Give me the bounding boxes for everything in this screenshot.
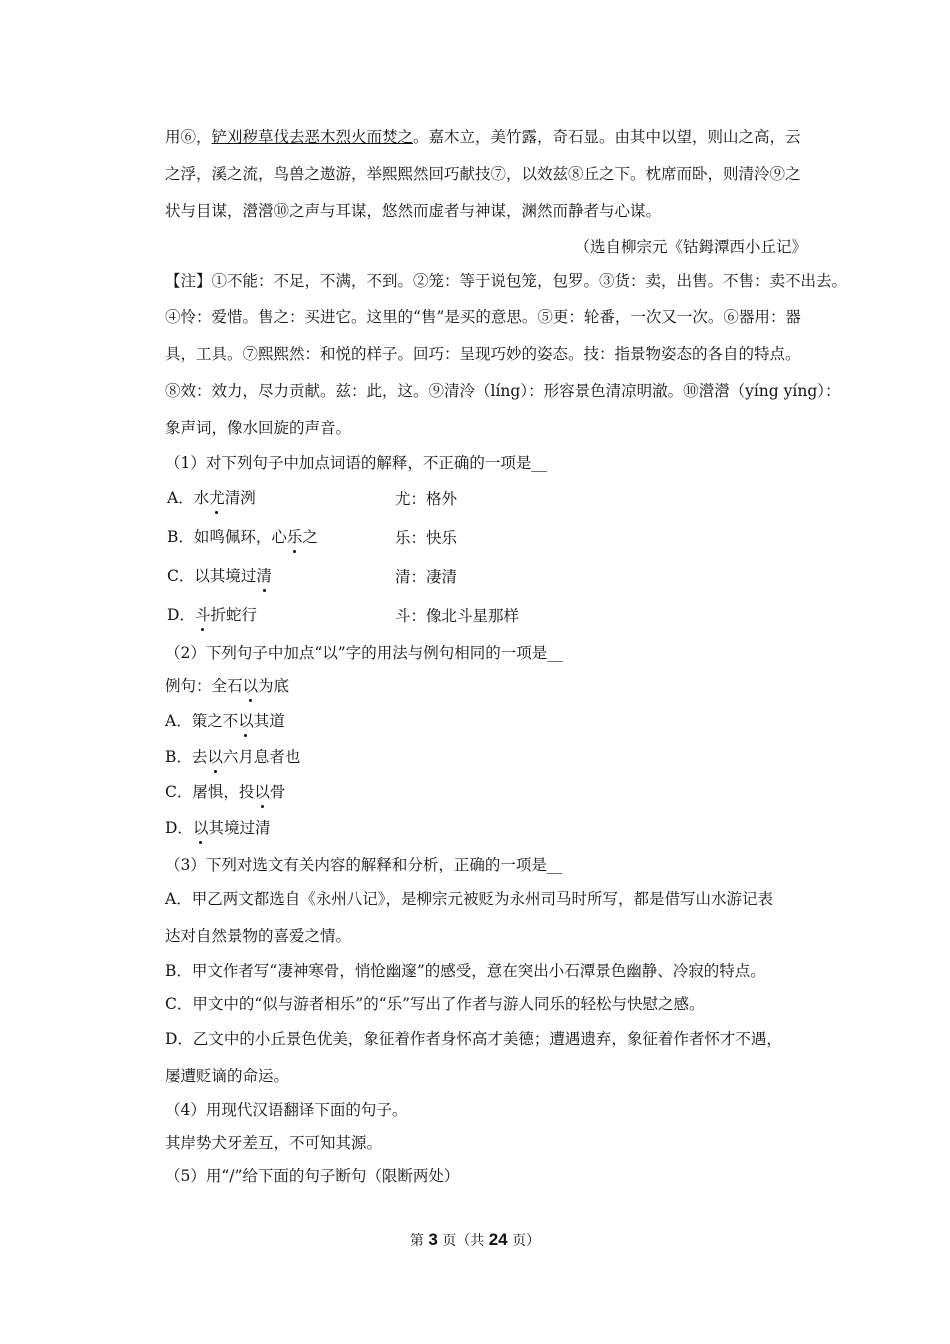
underlined-sentence: 铲刈秽草伐去恶木烈火而焚之 xyxy=(211,128,414,146)
q1-option-c: C．以其境过清 xyxy=(167,567,272,585)
q1-option-a: A．水尤清洌 xyxy=(167,489,256,507)
dotted-word: 以 xyxy=(238,712,254,730)
dotted-word: 斗 xyxy=(194,606,211,624)
q3-option-b: B．甲文作者写“凄神寒骨，悄怆幽邃”的感受，意在突出小石潭景色幽静、冷寂的特点。 xyxy=(165,962,766,980)
question-4-stem: （4）用现代汉语翻译下面的句子。 xyxy=(165,1101,408,1119)
dotted-word: 尤 xyxy=(209,489,225,507)
note-line-4: ⑧效：效力，尽力贡献。兹：此，这。⑨清泠（líng）：形容景色清凉明澈。⑩瀯瀯（yíng yíng）： xyxy=(165,382,841,400)
q1-option-b: B．如鸣佩环，心乐之 xyxy=(167,528,318,546)
q1-option-d: D．斗折蛇行 xyxy=(167,606,257,624)
note-line-1: 【注】①不能：不足，不满，不到。②笼：等于说包笼，包罗。③货：卖，出售。不售：卖不出去。 xyxy=(165,272,848,290)
passage-line-3: 状与目谋，瀯瀯⑩之声与耳谋，悠然而虚者与神谋，渊然而静者与心谋。 xyxy=(165,202,662,220)
q4-sentence: 其岸势犬牙差互，不可知其源。 xyxy=(165,1134,383,1152)
q3-option-d-line-1: D．乙文中的小丘景色优美，象征着作者身怀高才美德；遭遇遗弃，象征着作者怀才不遇， xyxy=(165,1030,782,1048)
dotted-word: 以 xyxy=(192,819,209,837)
q1-meaning-d: 斗：像北斗星那样 xyxy=(395,607,520,625)
question-2-stem: （2）下列句子中加点“以”字的用法与例句相同的一项是__ xyxy=(165,644,563,662)
q1-meaning-a: 尤：格外 xyxy=(395,490,458,508)
q3-option-a-line-2: 达对自然景物的喜爱之情。 xyxy=(165,927,352,945)
q2-option-b: B．去以六月息者也 xyxy=(165,748,301,766)
passage-line-1 xyxy=(165,127,801,147)
passage-text: 。嘉木立，美竹露，奇石显。由其中以望，则山之高，云 xyxy=(413,128,801,146)
passage-text: 用⑥， xyxy=(165,128,212,146)
question-1-stem: （1）对下列句子中加点词语的解释，不正确的一项是__ xyxy=(165,454,547,472)
q2-example: 例句：全石以为底 xyxy=(165,677,290,695)
q3-option-a-line-1: A．甲乙两文都选自《永州八记》，是柳宗元被贬为永州司马时所写，都是借写山水游记表 xyxy=(165,890,773,908)
q2-option-c: C．屠惧，投以骨 xyxy=(165,783,286,801)
note-line-2: ④怜：爱惜。售之：买进它。这里的“售”是买的意思。⑤更：轮番，一次又一次。⑥器用：器 xyxy=(165,308,801,326)
note-line-3: 具，工具。⑦熙熙然：和悦的样子。回巧：呈现巧妙的姿态。技：指景物姿态的各自的特点。 xyxy=(165,345,801,363)
page-total: 24 xyxy=(488,1230,508,1249)
dotted-word: 以 xyxy=(254,783,270,801)
page-footer: 第 3 页（共 24 页） xyxy=(409,1230,541,1249)
passage-source: （选自柳宗元《钴鉧潭西小丘记》 xyxy=(574,238,807,256)
dotted-word: 以 xyxy=(242,677,259,695)
q3-option-d-line-2: 屡遭贬谪的命运。 xyxy=(165,1067,290,1085)
dotted-word: 以 xyxy=(207,748,223,766)
q2-option-d: D．以其境过清 xyxy=(165,819,271,837)
dotted-word: 清 xyxy=(256,567,272,585)
q2-option-a: A．策之不以其道 xyxy=(165,712,285,730)
q3-option-c: C．甲文中的“似与游者相乐”的“乐”写出了作者与游人同乐的轻松与快慰之感。 xyxy=(165,995,705,1013)
q1-meaning-b: 乐：快乐 xyxy=(395,529,458,547)
page-number: 3 xyxy=(428,1230,438,1249)
question-5-stem: （5）用“/”给下面的句子断句（限断两处） xyxy=(165,1167,460,1185)
note-line-5: 象声词，像水回旋的声音。 xyxy=(165,419,352,437)
passage-line-2: 之浮，溪之流，鸟兽之遨游，举熙熙然回巧献技⑦，以效兹⑧丘之下。枕席而卧，则清泠⑨之 xyxy=(165,165,801,183)
dotted-word: 乐 xyxy=(286,528,303,546)
question-3-stem: （3）下列对选文有关内容的解释和分析，正确的一项是__ xyxy=(165,856,563,874)
q1-meaning-c: 清：凄清 xyxy=(395,568,458,586)
